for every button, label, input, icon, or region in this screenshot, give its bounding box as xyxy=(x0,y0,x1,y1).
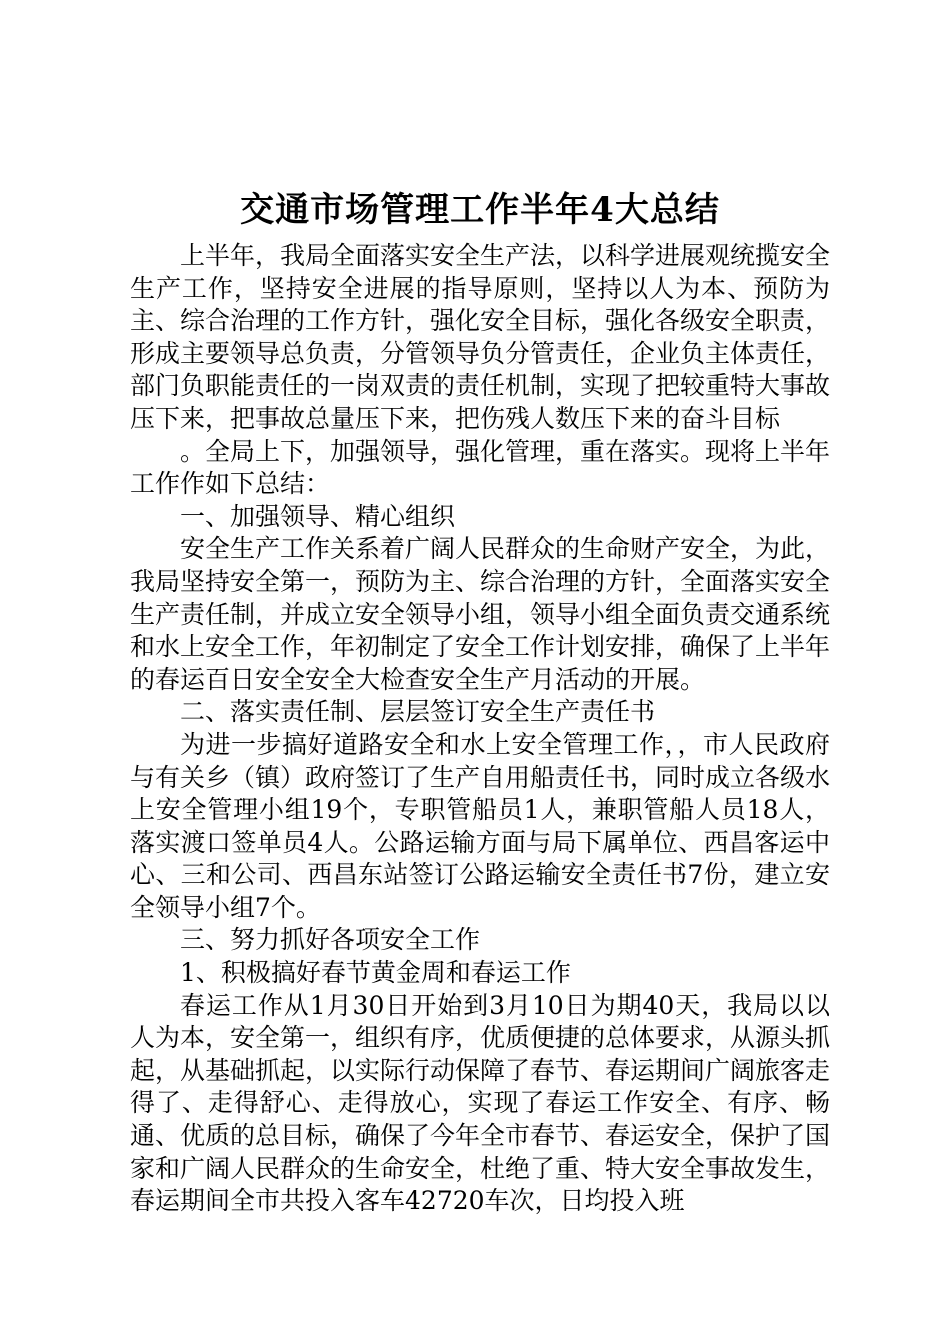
section-heading-1: 一、加强领导、精心组织 xyxy=(180,501,456,531)
section-heading-3: 三、努力抓好各项安全工作 xyxy=(180,925,481,955)
paragraph-section-1: 安全生产工作关系着广阔人民群众的生命财产安全，为此，我局坚持安全第一，预防为主、综合治理的方针，全面落实安全生产责任制，并成立安全领导小组，领导小组全面负责交通系统和水上安全工作，年初制定了安全工作计划安排，确保了上半年的春运百日安全安全大检查安全生产月活动的开展。 xyxy=(130,534,831,694)
paragraph-summary-lead: 。全局上下，加强领导，强化管理，重在落实。现将上半年工作作如下总结： xyxy=(130,436,831,499)
subsection-heading-3-1: 1、积极搞好春节黄金周和春运工作 xyxy=(180,958,571,988)
paragraph-section-3-1: 春运工作从1月30日开始到3月10日为期40天，我局以以人为本，安全第一，组织有序，优质便捷的总体要求，从源头抓起，从基础抓起，以实际行动保障了春节、春运期间广阔旅客走得了、走得舒心、走得放心，实现了春运工作安全、有序、畅通、优质的总目标，确保了今年全市春节、春运安全，保护了国家和广阔人民群众的生命安全，杜绝了重、特大安全事故发生，春运期间全市共投入客车42720车次，日均投入班 xyxy=(130,990,831,1216)
paragraph-section-2: 为进一步搞好道路安全和水上安全管理工作，，市人民政府与有关乡（镇）政府签订了生产自用船责任书，同时成立各级水上安全管理小组19个，专职管船员1人，兼职管船人员18人，落实渡口签单员4人。公路运输方面与局下属单位、西昌客运中心、三和公司、西昌东站签订公路运输安全责任书7份，建立安全领导小组7个。 xyxy=(130,729,831,922)
paragraph-intro: 上半年，我局全面落实安全生产法，以科学进展观统揽安全生产工作，坚持安全进展的指导原则，坚持以人为本、预防为主、综合治理的工作方针，强化安全目标，强化各级安全职责，形成主要领导总负责，分管领导负分管责任，企业负主体责任，部门负职能责任的一岗双责的责任机制，实现了把较重特大事故压下来，把事故总量压下来，把伤残人数压下来的奋斗目标 xyxy=(130,241,831,433)
document-title: 交通市场管理工作半年4大总结 xyxy=(240,190,720,230)
document-page xyxy=(130,188,830,1218)
section-heading-2: 二、落实责任制、层层签订安全生产责任书 xyxy=(180,697,656,727)
